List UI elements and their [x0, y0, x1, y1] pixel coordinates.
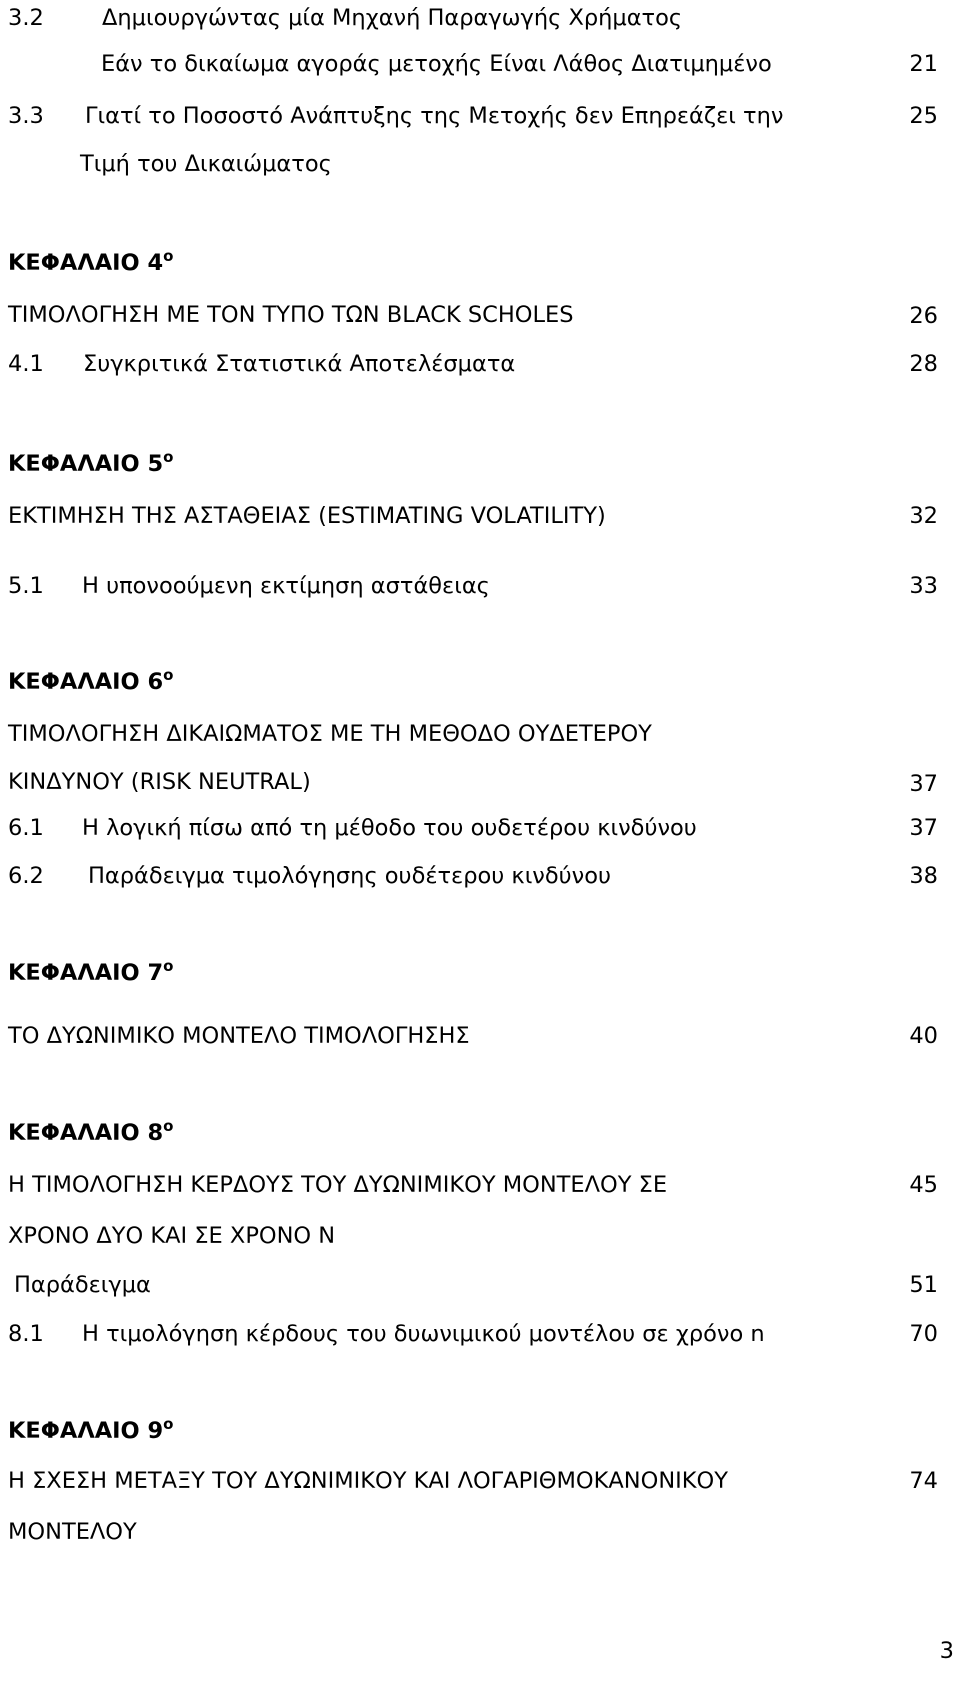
toc-entry-number: 6.2 — [8, 863, 44, 889]
toc-entry-number: 6.1 — [8, 815, 44, 841]
toc-page-number: 21 — [909, 51, 938, 77]
toc-entry-title: Η υπονοούμενη εκτίμηση αστάθειας — [82, 573, 490, 599]
chapter-heading: ΚΕΦΑΛΑΙΟ $5^o$ — [8, 448, 174, 477]
toc-page-number: 40 — [909, 1023, 938, 1049]
chapter-title-continued: ΜΟΝΤΕΛΟΥ — [8, 1519, 137, 1545]
chapter-heading: ΚΕΦΑΛΑΙΟ $9^o$ — [8, 1415, 174, 1444]
toc-entry-title-continued: Εάν το δικαίωμα αγοράς μετοχής Είναι Λάθος Διατιμημένο — [101, 51, 772, 77]
chapter-title-continued: ΚΙΝΔΥΝΟΥ (RISK NEUTRAL) — [8, 769, 311, 795]
chapter-title: ΕΚΤΙΜΗΣΗ ΤΗΣ ΑΣΤΑΘΕΙΑΣ (ESTIMATING VOLATILITY) — [8, 503, 606, 529]
toc-page-number: 37 — [909, 815, 938, 841]
toc-entry-number: 3.3 — [8, 103, 44, 129]
toc-page-number: 51 — [909, 1272, 938, 1298]
toc-entry-title: Συγκριτικά Στατιστικά Αποτελέσματα — [83, 351, 516, 377]
toc-page-number: 25 — [909, 103, 938, 129]
toc-page-number: 74 — [909, 1468, 938, 1494]
toc-entry-number: 8.1 — [8, 1321, 44, 1347]
toc-entry-title: Γιατί το Ποσοστό Ανάπτυξης της Μετοχής δεν Επηρεάζει την — [85, 103, 784, 129]
toc-entry-number: 4.1 — [8, 351, 44, 377]
chapter-heading: ΚΕΦΑΛΑΙΟ $8^o$ — [8, 1117, 174, 1146]
toc-entry-number: 3.2 — [8, 5, 44, 31]
chapter-heading: ΚΕΦΑΛΑΙΟ $7^o$ — [8, 957, 174, 986]
chapter-title: ΤΙΜΟΛΟΓΗΣΗ ΜΕ ΤΟΝ ΤΥΠΟ ΤΩΝ BLACK SCHOLES — [8, 302, 574, 328]
chapter-title: Η ΤΙΜΟΛΟΓΗΣΗ ΚΕΡΔΟΥΣ ΤΟΥ ΔΥΩΝΙΜΙΚΟΥ ΜΟΝΤΕΛΟΥ ΣΕ — [8, 1172, 668, 1198]
toc-page-number: 45 — [909, 1172, 938, 1198]
toc-entry-title: Παράδειγμα τιμολόγησης ουδέτερου κινδύνου — [88, 863, 612, 889]
toc-entry-title: Δημιουργώντας μία Μηχανή Παραγωγής Χρήματος — [102, 5, 683, 31]
toc-entry-title: Η τιμολόγηση κέρδους του δυωνιμικού μοντέλου σε χρόνο n — [82, 1321, 765, 1347]
toc-entry-title: Η λογική πίσω από τη μέθοδο του ουδετέρου κινδύνου — [82, 815, 697, 841]
toc-page-number: 37 — [909, 771, 938, 797]
toc-page-number: 38 — [909, 863, 938, 889]
toc-page-number: 70 — [909, 1321, 938, 1347]
chapter-title: Η ΣΧΕΣΗ ΜΕΤΑΞΥ ΤΟΥ ΔΥΩΝΙΜΙΚΟΥ ΚΑΙ ΛΟΓΑΡΙΘΜΟΚΑΝΟΝΙΚΟΥ — [8, 1468, 728, 1494]
toc-page-number: 28 — [909, 351, 938, 377]
chapter-title-continued: ΧΡΟΝΟ ΔΥΟ ΚΑΙ ΣΕ ΧΡΟΝΟ Ν — [8, 1223, 336, 1249]
chapter-heading: ΚΕΦΑΛΑΙΟ $6^o$ — [8, 666, 174, 695]
chapter-title: ΤΟ ΔΥΩΝΙΜΙΚΟ ΜΟΝΤΕΛΟ ΤΙΜΟΛΟΓΗΣΗΣ — [8, 1023, 470, 1049]
toc-entry-title: Παράδειγμα — [14, 1272, 151, 1298]
chapter-title: ΤΙΜΟΛΟΓΗΣΗ ΔΙΚΑΙΩΜΑΤΟΣ ΜΕ ΤΗ ΜΕΘΟΔΟ ΟΥΔΕΤΕΡΟΥ — [8, 721, 652, 747]
toc-entry-number: 5.1 — [8, 573, 44, 599]
toc-page-number: 32 — [909, 503, 938, 529]
toc-page-number: 26 — [909, 303, 938, 329]
toc-page-number: 33 — [909, 573, 938, 599]
footer-page-number: 3 — [939, 1638, 954, 1664]
chapter-heading: ΚΕΦΑΛΑΙΟ $4^o$ — [8, 247, 174, 276]
toc-entry-title-continued: Τιμή του Δικαιώματος — [80, 151, 332, 177]
